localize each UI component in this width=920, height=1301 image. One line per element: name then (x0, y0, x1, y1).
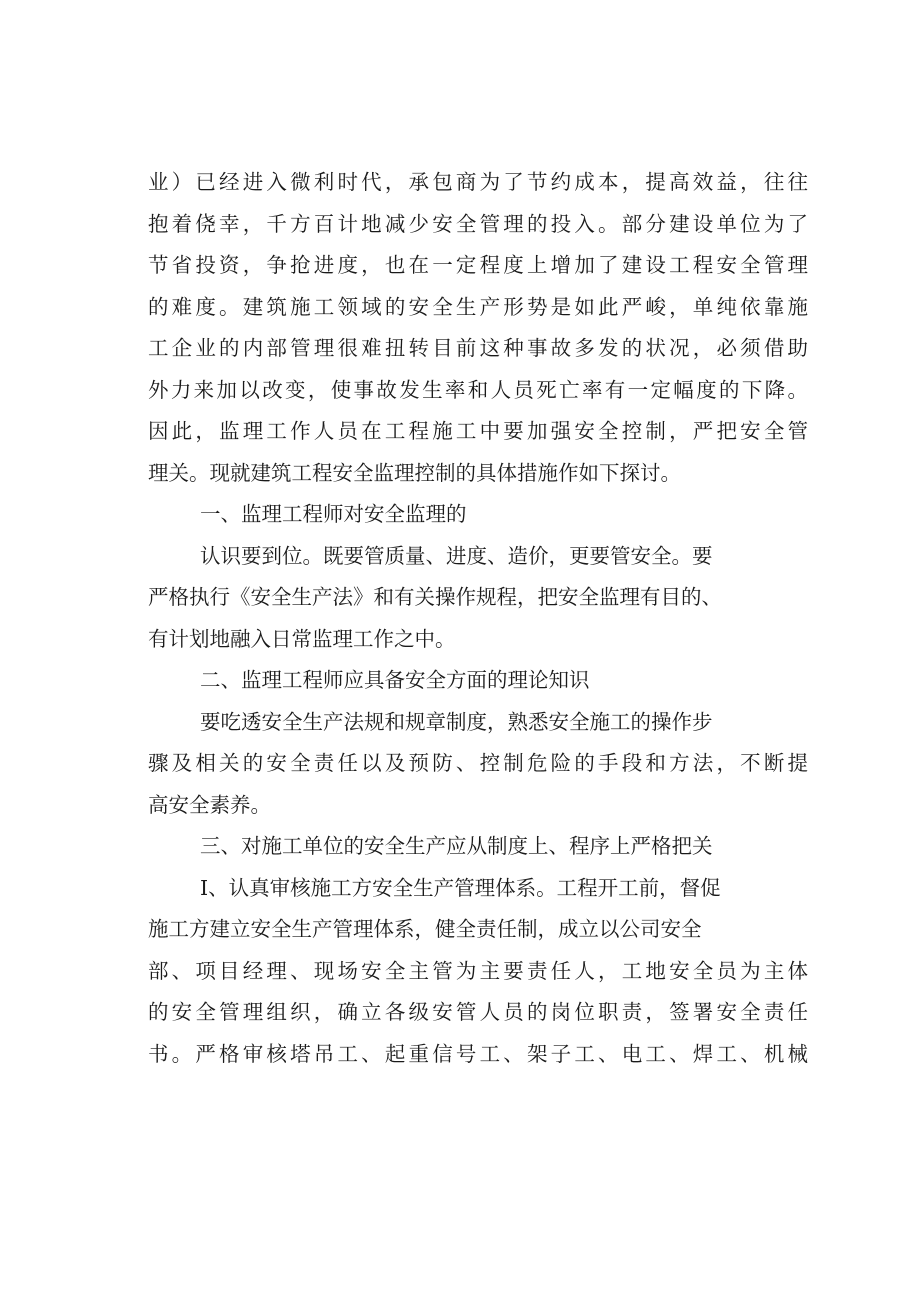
text-line-20: 部、项目经理、现场安全主管为主要责任人，工地安全员为主体 (148, 958, 808, 983)
text-line-21: 的安全管理组织，确立各级安管人员的岗位职责，签署安全责任 (148, 1000, 808, 1024)
text-line-6: 外力来加以改变，使事故发生率和人员死亡率有一定幅度的下降。 (148, 377, 808, 402)
text-line-5: 工企业的内部管理很难扭转目前这种事故多发的状况，必须借助 (148, 336, 808, 360)
text-line-7: 因此，监理工作人员在工程施工中要加强安全控制，严把安全管 (148, 419, 808, 443)
text-line-16: 高安全素养。 (148, 792, 271, 817)
section-heading-2: 二、监理工程师应具备安全方面的理论知识 (200, 668, 590, 692)
text-line-2: 抱着侥幸，千方百计地减少安全管理的投入。部分建设单位为了 (148, 211, 808, 236)
text-line-1: 业）已经进入微利时代，承包商为了节约成本，提高效益，往往 (148, 170, 808, 194)
text-line-12: 有计划地融入日常监理工作之中。 (148, 626, 456, 651)
text-line-4: 的难度。建筑施工领域的安全生产形势是如此严峻，单纯依靠施 (148, 294, 808, 319)
text-line-8: 理关。现就建筑工程安全监理控制的具体措施作如下探讨。 (148, 460, 681, 485)
text-line-18: I、认真审核施工方安全生产管理体系。工程开工前，督促 (200, 875, 721, 900)
text-line-22: 书。严格审核塔吊工、起重信号工、架子工、电工、焊工、机械 (148, 1041, 808, 1066)
text-line-19: 施工方建立安全生产管理体系，健全责任制，成立以公司安全 (148, 917, 702, 941)
document-body (148, 162, 808, 1075)
section-heading-3: 三、对施工单位的安全生产应从制度上、程序上严格把关 (200, 834, 713, 858)
text-line-14: 要吃透安全生产法规和规章制度，熟悉安全施工的操作步 (200, 709, 713, 734)
text-line-11: 严格执行《安全生产法》和有关操作规程，把安全监理有目的、 (148, 585, 722, 609)
section-heading-1: 一、监理工程师对安全监理的 (200, 502, 467, 526)
text-line-15: 骤及相关的安全责任以及预防、控制危险的手段和方法，不断提 (148, 751, 808, 775)
text-line-3: 节省投资，争抢进度，也在一定程度上增加了建设工程安全管理 (148, 253, 808, 277)
text-line-10: 认识要到位。既要管质量、进度、造价，更要管安全。要 (200, 543, 713, 568)
